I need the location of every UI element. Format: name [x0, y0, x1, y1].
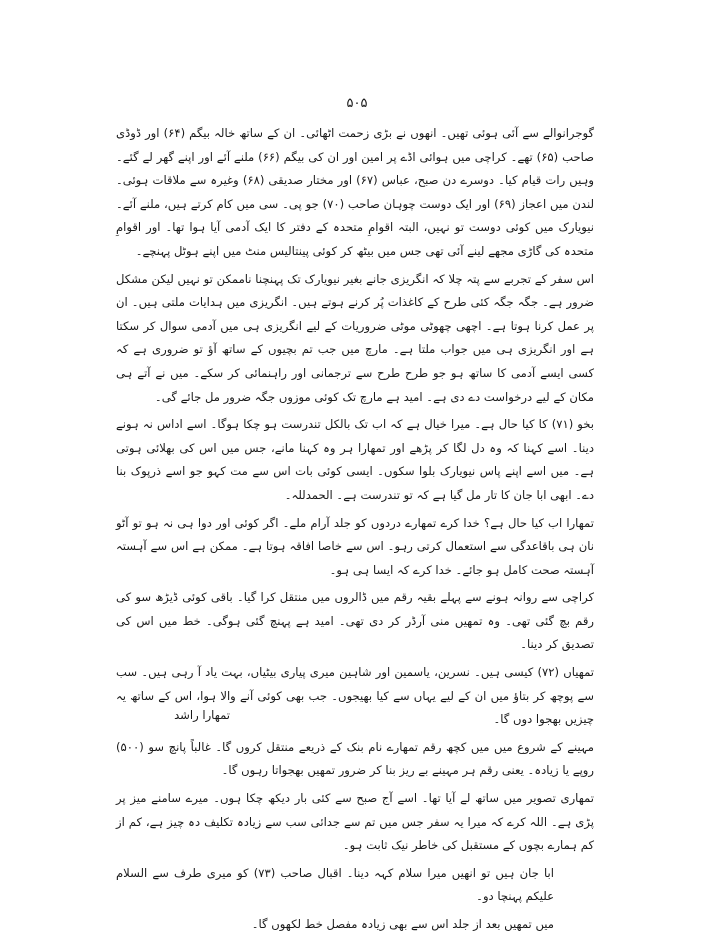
paragraph-3: بخو (۷۱) کا کیا حال ہے۔ میرا خیال ہے کہ اب تک بالکل تندرست ہو چکا ہوگا۔ اسے اداس نہ ہونے دینا۔ اسے کہنا کہ وہ دل لگا کر پڑھے اور تمھارا ہر وہ کہنا مانے، جس میں اس کی بھلائی ہوتی ہے۔ میں اسے اپنے پاس نیویارک بلوا سکوں۔ ایسی کوئی بات اس سے مت کہو جو اسے ذرپوک بنا دے۔ ابھی ابا جان کا تار مل گیا ہے کہ تو تندرست ہے۔ الحمدللہ۔ — [116, 417, 594, 502]
letter-body — [116, 122, 594, 941]
paragraph-8: تمھاری تصویر میں ساتھ لے آیا تھا۔ اسے آج صبح سے کئی بار دیکھ چکا ہوں۔ میرے سامنے میز پر پڑی ہے۔ اللہ کرے کہ میرا یہ سفر جس میں تم سے جدائی سب سے زیادہ تکلیف دہ چیز ہے، کم از کم ہمارے بچوں کے مستقبل کی خاطر نیک ثابت ہو۔ — [116, 791, 594, 853]
paragraph-10: میں تمھیں بعد از جلد اس سے بھی زیادہ مفصل خط لکھوں گا۔ — [251, 917, 554, 931]
paragraph-5: کراچی سے روانہ ہونے سے پہلے بقیہ رقم میں ڈالروں میں منتقل کرا گیا۔ باقی کوئی ڈیڑھ سو کی رقم بچ گئی تھی۔ وہ تمھیں منی آرڈر کر دی تھی۔ امید ہے پہنچ گئی ہوگی۔ خط میں اس کی تصدیق کر دینا۔ — [116, 590, 594, 652]
signature: تمھارا راشد — [174, 708, 230, 722]
paragraph-7: مہینے کے شروع میں میں کچھ رقم تمھارے نام بنک کے ذریعے منتقل کروں گا۔ غالباً پانچ سو (۵۰۰) روپے یا زیادہ۔ یعنی رقم ہر مہینے بے ریز بنا کر ضرور تمھیں بھجواتا رہوں گا۔ — [116, 739, 594, 778]
page-number: ۵۰۵ — [346, 96, 368, 111]
paragraph-1: گوجرانوالے سے آئی ہوئی تھیں۔ انھوں نے بڑی زحمت اٹھائی۔ ان کے ساتھ خالہ بیگم (۶۴) اور ڈوڈی صاحب (۶۵) تھے۔ کراچی میں ہوائی اڈے پر امین اور ان کی بیگم (۶۶) ملنے آئے اور اپنے گھر لے گئے۔ وہیں رات قیام کیا۔ دوسرے دن صبح، عباس (۶۷) اور مختار صدیقی (۶۸) وغیرہ سے ملاقات ہوئی۔ لندن میں اعجاز (۶۹) اور ایک دوست چوہان صاحب (۷۰) جو پی۔ سی میں کام کرتے ہیں، ملنے آئے۔ نیویارک میں کوئی دوست تو نہیں، البتہ اقوامِ متحدہ کے دفتر کا ایک آدمی آیا ہوا تھا۔ اور اقوامِ متحدہ کی گاڑی مجھے لینے آئی تھی جس میں بیٹھ کر کوئی پینتالیس منٹ میں اپنے ہوٹل پہنچے۔ — [116, 126, 594, 258]
paragraph-4: تمھارا اب کیا حال ہے؟ خدا کرے تمھارے دردوں کو جلد آرام ملے۔ اگر کوئی اور دوا ہی نہ ہو تو آٹو نان ہی باقاعدگی سے استعمال کرتی رہو۔ اس سے خاصا افاقہ ہوتا ہے۔ ممکن ہے اس سے آہستہ آہستہ صحت کامل ہو جائے۔ خدا کرے کہ ایسا ہی ہو۔ — [116, 515, 594, 577]
paragraph-2: اس سفر کے تجربے سے پتہ چلا کہ انگریزی جانے بغیر نیویارک تک پہنچنا ناممکن تو نہیں لیکن مشکل ضرور ہے۔ جگہ جگہ کئی طرح کے کاغذات پُر کرنے ہوتے ہیں۔ انگریزی میں ہدایات ملتی ہیں۔ ان پر عمل کرنا ہوتا ہے۔ اچھی چھوٹی موٹی ضروریات کے لیے انگریزی ہی میں آدمی سوال کر سکتا ہے اور انگریزی ہی میں جواب ملتا ہے۔ مارچ میں جب تم بچیوں کے ساتھ آؤ تو ضروری ہے کہ کسی ایسے آدمی کا ساتھ ہو جو طرح طرح سے ترجمانی اور راہنمائی کر سکے۔ میں نے آتے ہی مکان کے لیے درخواست دے دی ہے۔ امید ہے مارچ تک کوئی موزوں جگہ ضرور مل جائے گی۔ — [116, 271, 594, 404]
paragraph-6: تمھیاں (۷۲) کیسی ہیں۔ نسرین، یاسمین اور شاہین میری پیاری بیٹیاں، بہت یاد آ رہی ہیں۔ سب سے پوچھ کر بتاؤ میں ان کے لیے یہاں سے کیا بھیجوں۔ جب بھی کوئی آنے والا ہوا، اس کے ساتھ یہ چیزیں بھجوا دوں گا۔ — [116, 665, 595, 727]
paragraph-9: ابا جان ہیں تو انھیں میرا سلام کہہ دینا۔ اقبال صاحب (۷۳) کو میری طرف سے السلام علیکم پہنچا دو۔ — [116, 865, 554, 904]
